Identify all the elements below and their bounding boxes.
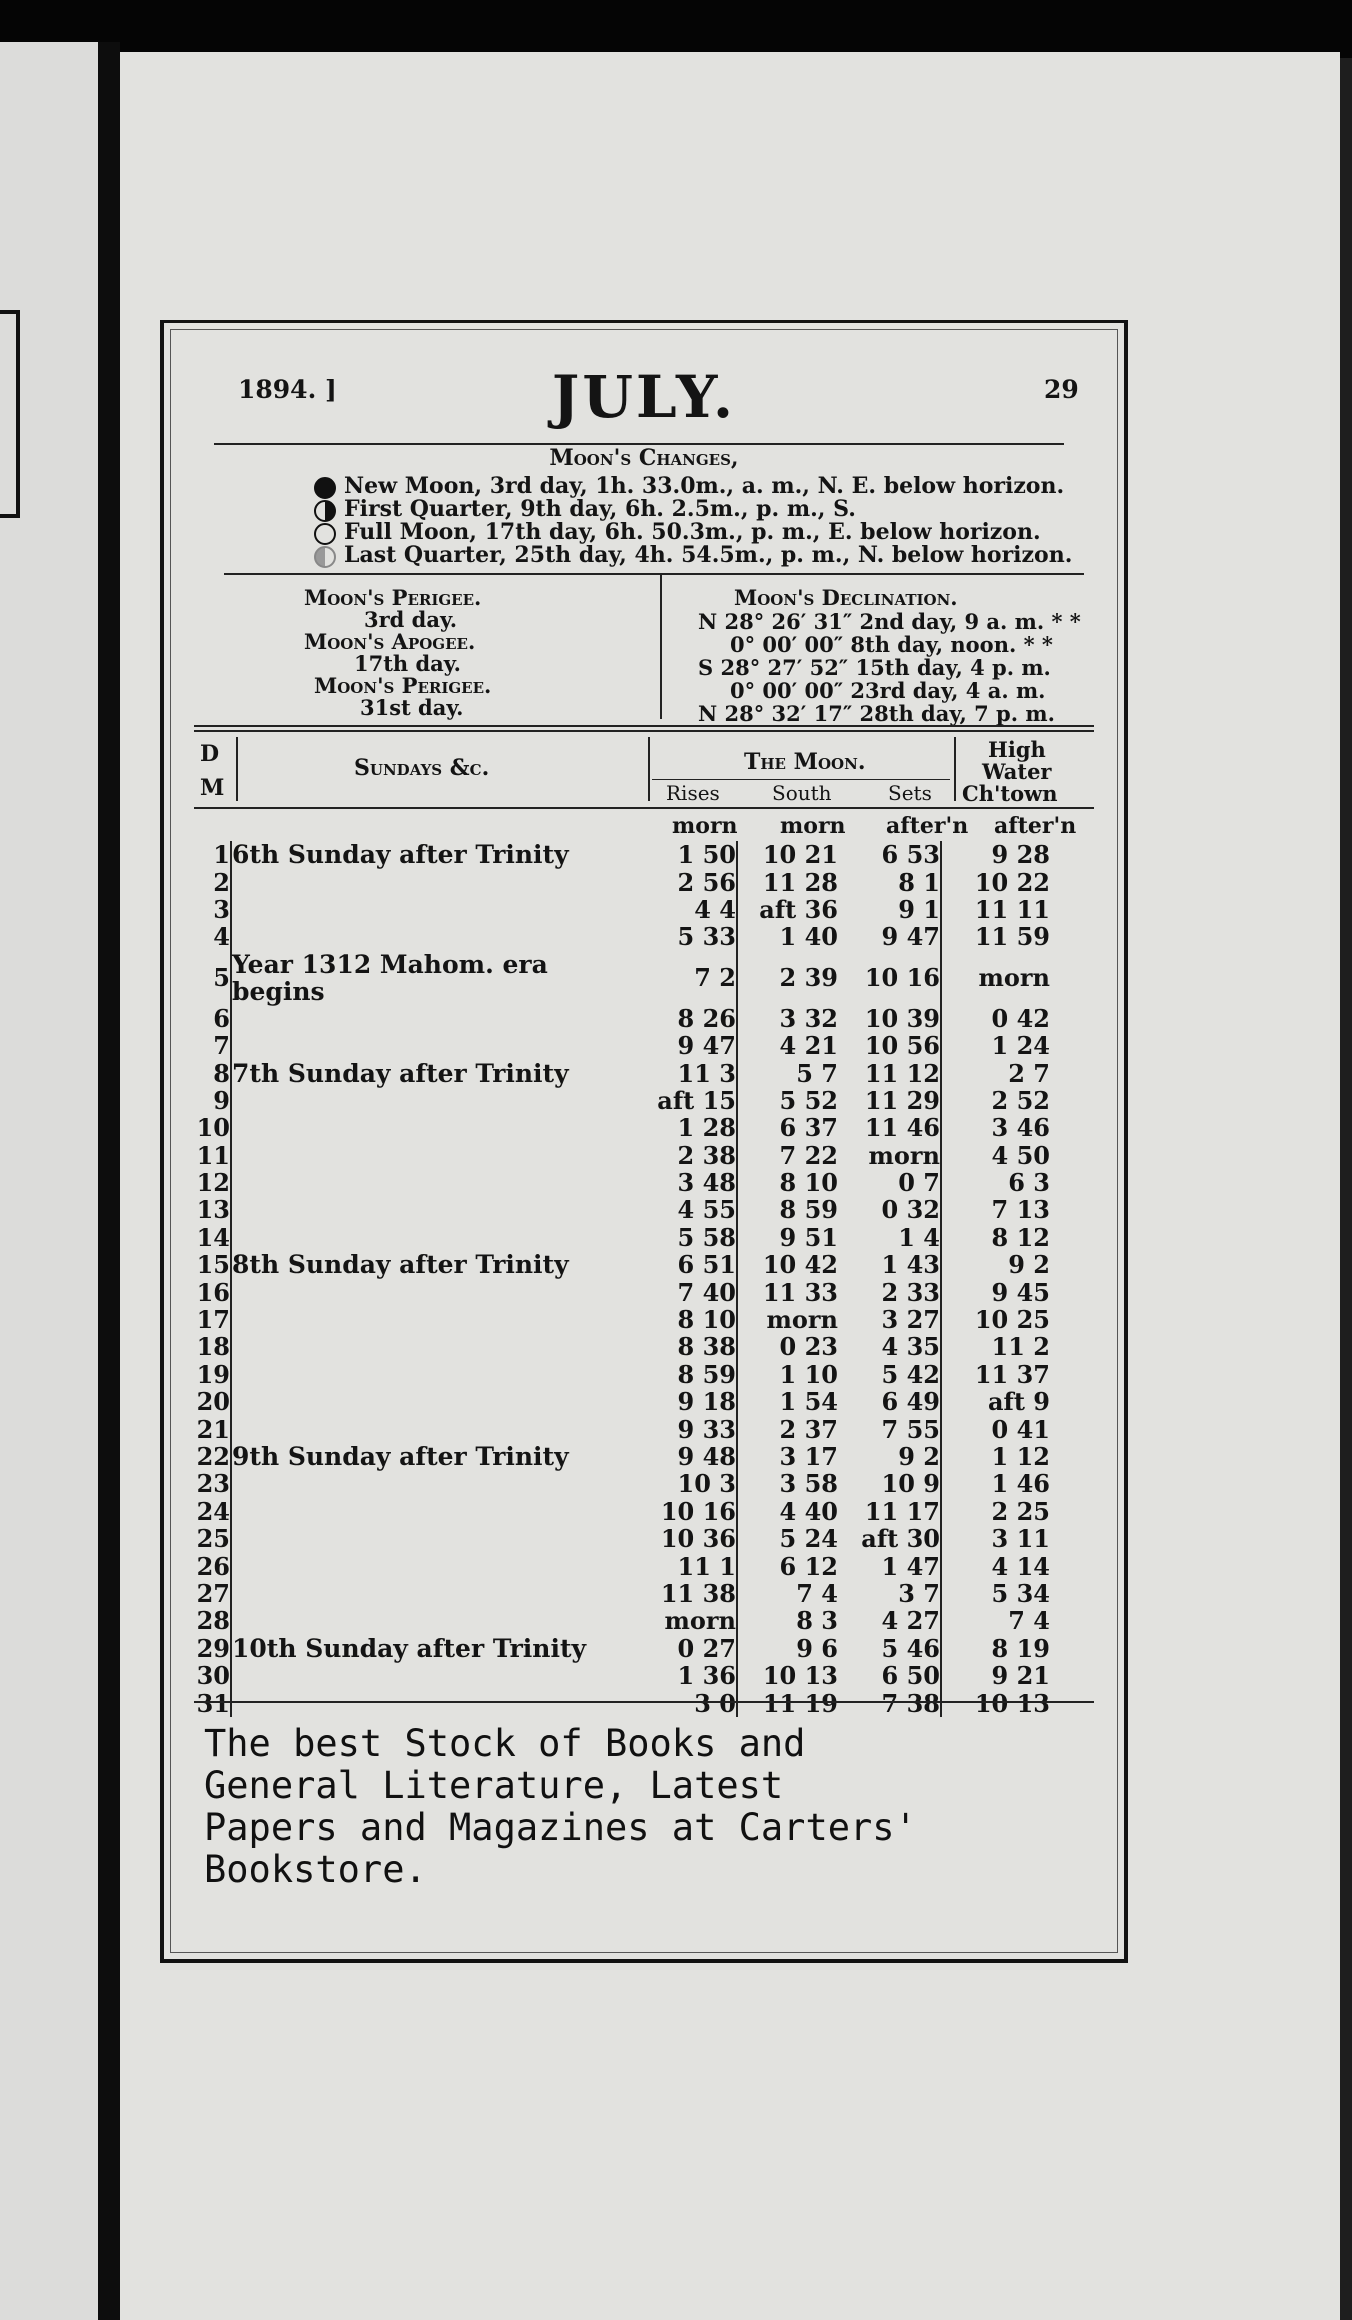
day-number: 4 [194, 923, 231, 950]
high-water-cell: 9 2 [1008, 1250, 1050, 1280]
divider [194, 725, 1094, 727]
event-cell [231, 868, 638, 895]
high-water-cell: 0 41 [991, 1414, 1050, 1444]
sets-cell: 4 35 [838, 1333, 941, 1360]
divider [224, 573, 1084, 575]
divider [194, 807, 1094, 809]
apogee-day: 17th day. [354, 651, 461, 676]
rises-cell: 11 1 [638, 1552, 737, 1579]
day-number: 28 [194, 1607, 231, 1634]
almanac-table [194, 841, 1050, 1717]
high-water-cell: 4 14 [991, 1551, 1050, 1581]
high-water-cell: 7 13 [991, 1195, 1050, 1225]
event-cell: 7th Sunday after Trinity [232, 1058, 569, 1088]
event-cell [231, 1114, 638, 1141]
sets-cell: 4 27 [838, 1607, 941, 1634]
table-row [194, 923, 1050, 950]
south-cell: 3 32 [779, 1003, 838, 1033]
rises-cell: 5 33 [638, 923, 737, 950]
day-number: 29 [194, 1635, 231, 1662]
sets-cell: 0 7 [838, 1169, 941, 1196]
day-number: 22 [194, 1443, 231, 1470]
rises-cell: 4 55 [638, 1196, 737, 1223]
sets-cell: 11 12 [838, 1059, 941, 1086]
day-number: 1 [194, 841, 231, 868]
rises-cell: 2 56 [638, 868, 737, 895]
south-cell: morn [766, 1305, 838, 1335]
south-cell: 8 3 [796, 1606, 838, 1636]
event-cell [231, 1525, 638, 1552]
south-cell: 2 39 [779, 963, 838, 993]
bookstore-advertisement: The best Stock of Books and General Literature, Latest Papers and Magazines at Carters' Bookstore. [204, 1722, 917, 1891]
rises-cell: 9 47 [638, 1032, 737, 1059]
high-water-cell: 11 2 [991, 1332, 1050, 1362]
col-south: South [772, 781, 832, 805]
south-cell: 2 37 [779, 1414, 838, 1444]
event-cell: 8th Sunday after Trinity [232, 1250, 569, 1280]
high-water-cell: 10 22 [974, 867, 1050, 897]
event-cell [231, 1498, 638, 1525]
south-cell: 7 22 [779, 1140, 838, 1170]
event-cell [231, 1196, 638, 1223]
event-cell [231, 923, 638, 950]
rises-cell: 1 36 [638, 1662, 737, 1689]
high-water-cell: 7 4 [1008, 1606, 1050, 1636]
rises-cell: 3 0 [638, 1689, 737, 1716]
page-number: 29 [1044, 375, 1079, 404]
sets-cell: 3 7 [838, 1580, 941, 1607]
day-number: 2 [194, 868, 231, 895]
high-water-cell: 1 46 [991, 1469, 1050, 1499]
high-water-cell: 2 52 [991, 1085, 1050, 1115]
high-water-cell: 11 11 [974, 894, 1050, 924]
last-quarter-icon [314, 546, 336, 568]
col-day-of-week: M [200, 775, 225, 801]
rises-cell: aft 15 [638, 1087, 737, 1114]
south-cell: 10 13 [762, 1661, 838, 1691]
book-spine [98, 42, 120, 2320]
high-water-cell: 2 7 [1008, 1058, 1050, 1088]
south-cell: 6 37 [779, 1113, 838, 1143]
declination-line: 0° 00′ 00″ 8th day, noon. * * [730, 632, 1053, 657]
high-water-cell: 11 59 [974, 922, 1050, 952]
day-number: 15 [194, 1251, 231, 1278]
day-number: 6 [194, 1005, 231, 1032]
south-cell: 11 28 [762, 867, 838, 897]
event-cell [231, 1470, 638, 1497]
table-row [194, 1224, 1050, 1251]
sets-cell: 7 55 [838, 1415, 941, 1442]
table-row [194, 1114, 1050, 1141]
event-cell [231, 1580, 638, 1607]
sets-cell: 5 42 [838, 1361, 941, 1388]
day-number: 5 [194, 951, 231, 1005]
table-row [194, 1087, 1050, 1114]
declination-line: S 28° 27′ 52″ 15th day, 4 p. m. [698, 655, 1051, 680]
event-cell [231, 1278, 638, 1305]
event-cell [231, 1552, 638, 1579]
sets-cell: 8 1 [838, 868, 941, 895]
perigee-label: Moon's Perigee. [314, 673, 492, 698]
perigee-day: 3rd day. [364, 607, 458, 632]
event-cell: Year 1312 Mahom. era begins [232, 949, 548, 1006]
sets-cell: 1 4 [838, 1224, 941, 1251]
sets-cell: 9 1 [838, 896, 941, 923]
table-row [194, 1443, 1050, 1470]
day-number: 30 [194, 1662, 231, 1689]
day-number: 19 [194, 1361, 231, 1388]
south-cell: 1 10 [779, 1359, 838, 1389]
event-cell [231, 896, 638, 923]
high-water-cell: 3 11 [991, 1524, 1050, 1554]
rises-cell: 8 26 [638, 1005, 737, 1032]
sets-aftern: after'n [886, 813, 969, 839]
south-cell: 3 17 [779, 1442, 838, 1471]
event-cell [231, 1415, 638, 1442]
table-row [194, 1032, 1050, 1059]
sets-cell: 1 47 [838, 1552, 941, 1579]
south-cell: 3 58 [779, 1469, 838, 1499]
table-row [194, 1196, 1050, 1223]
high-water-cell: 2 25 [991, 1496, 1050, 1526]
table-row [194, 1059, 1050, 1086]
south-cell: 11 19 [762, 1688, 838, 1718]
high-water-cell: 4 50 [991, 1140, 1050, 1170]
sets-cell: 7 38 [838, 1689, 941, 1716]
sets-cell: aft 30 [838, 1525, 941, 1552]
event-cell [231, 1224, 638, 1251]
event-cell [231, 1689, 638, 1716]
high-water-cell: 11 37 [974, 1359, 1050, 1389]
table-row [194, 1470, 1050, 1497]
rises-cell: 11 38 [638, 1580, 737, 1607]
day-number: 25 [194, 1525, 231, 1552]
col-sundays: Sundays &c. [354, 755, 490, 781]
sets-cell: 3 27 [838, 1306, 941, 1333]
rises-cell: 10 36 [638, 1525, 737, 1552]
south-cell: 5 52 [779, 1085, 838, 1115]
high-water-cell: 10 13 [974, 1688, 1050, 1718]
scan-top-border [0, 0, 1352, 58]
rises-cell: 10 16 [638, 1498, 737, 1525]
col-rises: Rises [666, 781, 720, 805]
table-row [194, 1607, 1050, 1634]
day-number: 13 [194, 1196, 231, 1223]
table-row [194, 1552, 1050, 1579]
sets-cell: 6 49 [838, 1388, 941, 1415]
event-cell [231, 1169, 638, 1196]
event-cell [231, 1662, 638, 1689]
moon-change-line: Full Moon, 17th day, 6h. 50.3m., p. m., E. below horizon. [344, 519, 1041, 545]
moon-change-line: Last Quarter, 25th day, 4h. 54.5m., p. m., N. below horizon. [344, 542, 1073, 568]
table-row [194, 1361, 1050, 1388]
table-row [194, 1142, 1050, 1169]
divider [194, 730, 1094, 732]
day-number: 21 [194, 1415, 231, 1442]
new-moon-icon [314, 477, 336, 499]
divider [652, 779, 950, 780]
moon-change-line: First Quarter, 9th day, 6h. 2.5m., p. m., S. [344, 496, 856, 522]
sets-cell: 9 47 [838, 923, 941, 950]
divider [194, 1701, 1094, 1703]
high-water-cell: 9 28 [991, 840, 1050, 870]
rises-cell: 0 27 [638, 1635, 737, 1662]
rises-cell: 6 51 [638, 1251, 737, 1278]
south-cell: 1 54 [779, 1387, 838, 1417]
table-row [194, 951, 1050, 1005]
col-high-water: Water [982, 759, 1052, 784]
rises-morn: morn [672, 813, 738, 839]
south-cell: 1 40 [779, 922, 838, 952]
perigee-label: Moon's Perigee. [304, 585, 482, 610]
event-cell [231, 1607, 638, 1634]
moon-changes-title: Moon's Changes, [549, 445, 739, 471]
event-cell [231, 1306, 638, 1333]
sets-cell: 11 17 [838, 1498, 941, 1525]
day-number: 12 [194, 1169, 231, 1196]
day-number: 14 [194, 1224, 231, 1251]
south-cell: 4 21 [779, 1031, 838, 1061]
column-divider [236, 737, 238, 801]
day-number: 16 [194, 1278, 231, 1305]
column-divider [954, 737, 956, 801]
south-cell: 5 7 [796, 1058, 838, 1088]
rises-cell: 11 3 [638, 1059, 737, 1086]
high-water-cell: 8 19 [991, 1633, 1050, 1663]
rises-cell: 8 59 [638, 1361, 737, 1388]
day-number: 17 [194, 1306, 231, 1333]
month-title: JULY. [551, 363, 737, 431]
high-water-cell: 1 24 [991, 1031, 1050, 1061]
sets-cell: 2 33 [838, 1278, 941, 1305]
day-number: 26 [194, 1552, 231, 1579]
high-water-cell: 3 46 [991, 1113, 1050, 1143]
south-morn: morn [780, 813, 846, 839]
sets-cell: 1 43 [838, 1251, 941, 1278]
day-number: 18 [194, 1333, 231, 1360]
table-row [194, 1498, 1050, 1525]
south-cell: 5 24 [779, 1524, 838, 1554]
rises-cell: 2 38 [638, 1142, 737, 1169]
rises-cell: 1 50 [638, 841, 737, 868]
table-row [194, 1251, 1050, 1278]
south-cell: 10 42 [762, 1250, 838, 1280]
apogee-label: Moon's Apogee. [304, 629, 476, 654]
previous-page-edge [0, 42, 98, 2320]
rises-cell: 7 40 [638, 1278, 737, 1305]
high-water-cell: 6 3 [1008, 1168, 1050, 1198]
day-number: 8 [194, 1059, 231, 1086]
column-divider [660, 575, 662, 719]
sets-cell: 5 46 [838, 1635, 941, 1662]
rises-cell: 1 28 [638, 1114, 737, 1141]
declination-line: 0° 00′ 00″ 23rd day, 4 a. m. [730, 678, 1046, 703]
table-row [194, 841, 1050, 868]
south-cell: aft 36 [759, 894, 838, 924]
south-cell: 8 10 [779, 1168, 838, 1198]
day-number: 7 [194, 1032, 231, 1059]
day-number: 10 [194, 1114, 231, 1141]
event-cell [231, 1032, 638, 1059]
event-cell [231, 1361, 638, 1388]
rises-cell: 4 4 [638, 896, 737, 923]
south-cell: 9 51 [779, 1222, 838, 1252]
rises-cell: 9 18 [638, 1388, 737, 1415]
declination-line: N 28° 26′ 31″ 2nd day, 9 a. m. * * [698, 609, 1081, 634]
table-row [194, 1333, 1050, 1360]
day-number: 9 [194, 1087, 231, 1114]
rises-cell: 3 48 [638, 1169, 737, 1196]
sets-cell: 6 50 [838, 1662, 941, 1689]
day-number: 24 [194, 1498, 231, 1525]
sets-cell: 10 16 [838, 951, 941, 1005]
column-divider [648, 737, 650, 801]
hw-aftern: after'n [994, 813, 1077, 839]
south-cell: 8 59 [779, 1195, 838, 1225]
event-cell: 9th Sunday after Trinity [232, 1442, 569, 1471]
rises-cell: 8 10 [638, 1306, 737, 1333]
event-cell [231, 1005, 638, 1032]
day-number: 31 [194, 1689, 231, 1716]
day-number: 23 [194, 1470, 231, 1497]
day-number: 27 [194, 1580, 231, 1607]
rises-cell: 9 48 [638, 1443, 737, 1470]
table-row [194, 1689, 1050, 1716]
table-row [194, 1005, 1050, 1032]
sets-cell: 9 2 [838, 1443, 941, 1470]
south-cell: 10 21 [762, 840, 838, 870]
rises-cell: 8 38 [638, 1333, 737, 1360]
sets-cell: morn [838, 1142, 941, 1169]
high-water-cell: 5 34 [991, 1578, 1050, 1608]
perigee-day: 31st day. [360, 695, 464, 720]
first-quarter-icon [314, 500, 336, 522]
declination-title: Moon's Declination. [734, 585, 958, 610]
sets-cell: 10 39 [838, 1005, 941, 1032]
day-number: 11 [194, 1142, 231, 1169]
table-row [194, 1278, 1050, 1305]
table-row [194, 1415, 1050, 1442]
table-row [194, 1635, 1050, 1662]
event-cell [231, 1333, 638, 1360]
event-cell [231, 1087, 638, 1114]
high-water-cell: aft 9 [987, 1387, 1050, 1417]
sets-cell: 10 9 [838, 1470, 941, 1497]
high-water-cell: 9 45 [991, 1277, 1050, 1307]
rises-cell: morn [638, 1607, 737, 1634]
sets-cell: 0 32 [838, 1196, 941, 1223]
south-cell: 11 33 [762, 1277, 838, 1307]
south-cell: 9 6 [796, 1633, 838, 1663]
high-water-cell: 8 12 [991, 1222, 1050, 1252]
ornamental-frame [160, 320, 1128, 1963]
event-cell: 10th Sunday after Trinity [232, 1633, 587, 1663]
table-row [194, 1388, 1050, 1415]
high-water-cell: morn [978, 963, 1050, 993]
south-cell: 0 23 [779, 1332, 838, 1362]
col-sets: Sets [888, 781, 932, 805]
table-row [194, 1662, 1050, 1689]
previous-page-frame [0, 310, 20, 518]
col-high-water: Ch'town [962, 781, 1058, 806]
table-row [194, 1169, 1050, 1196]
year-label: 1894. ] [238, 375, 337, 404]
rises-cell: 9 33 [638, 1415, 737, 1442]
sets-cell: 10 56 [838, 1032, 941, 1059]
declination-line: N 28° 32′ 17″ 28th day, 7 p. m. [698, 701, 1055, 726]
sets-cell: 11 29 [838, 1087, 941, 1114]
high-water-cell: 0 42 [991, 1003, 1050, 1033]
south-cell: 4 40 [779, 1496, 838, 1526]
event-cell [231, 1388, 638, 1415]
moon-change-line: New Moon, 3rd day, 1h. 33.0m., a. m., N. E. below horizon. [344, 473, 1065, 499]
rises-cell: 7 2 [638, 951, 737, 1005]
rises-cell: 5 58 [638, 1224, 737, 1251]
col-day-of-month: D [200, 741, 220, 767]
day-number: 20 [194, 1388, 231, 1415]
rises-cell: 10 3 [638, 1470, 737, 1497]
table-row [194, 1580, 1050, 1607]
south-cell: 6 12 [779, 1551, 838, 1581]
event-cell: 6th Sunday after Trinity [232, 840, 569, 870]
table-row [194, 896, 1050, 923]
full-moon-icon [314, 523, 336, 545]
south-cell: 7 4 [796, 1578, 838, 1608]
high-water-cell: 1 12 [991, 1442, 1050, 1471]
high-water-cell: 9 21 [991, 1661, 1050, 1691]
col-high-water: High [988, 737, 1046, 762]
table-row [194, 868, 1050, 895]
sets-cell: 6 53 [838, 841, 941, 868]
day-number: 3 [194, 896, 231, 923]
event-cell [231, 1142, 638, 1169]
sets-cell: 11 46 [838, 1114, 941, 1141]
high-water-cell: 10 25 [974, 1305, 1050, 1335]
col-the-moon: The Moon. [744, 749, 866, 775]
table-row [194, 1525, 1050, 1552]
table-row [194, 1306, 1050, 1333]
almanac-page [120, 52, 1340, 2320]
